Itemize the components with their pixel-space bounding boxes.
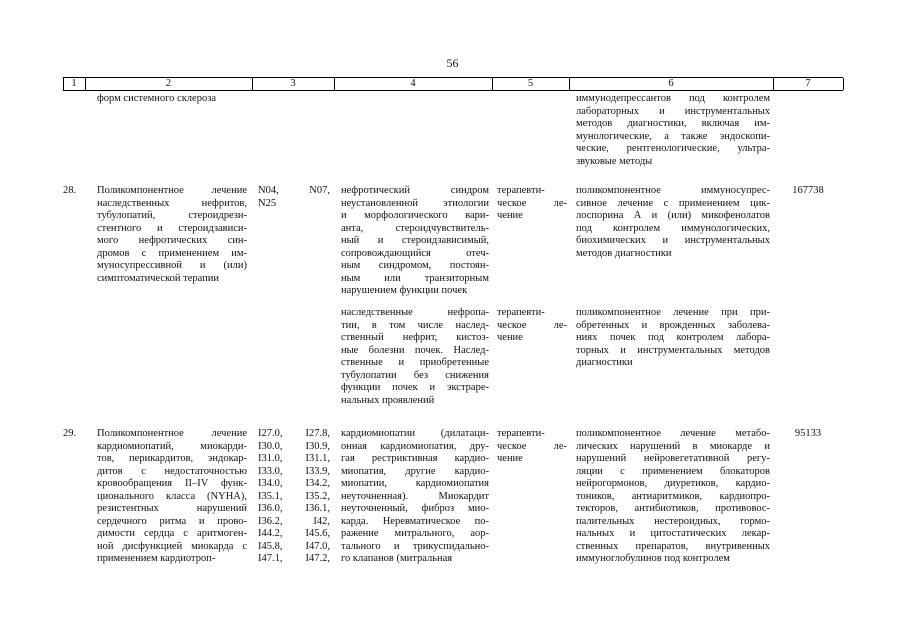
text-line: обретенных и врожденных заболева- xyxy=(576,319,770,331)
text-line: карда. Неревматическое по- xyxy=(341,515,489,527)
text-line: лоспорина А и (или) микофенолатов xyxy=(576,210,770,221)
row-treatment-type-2 xyxy=(497,307,567,345)
text-line: нарушений нейровегетативной регу- xyxy=(576,453,770,464)
text-line: кардиомиопатии (дилатаци- xyxy=(341,428,489,439)
text-line: сердечного ритма и прово- xyxy=(97,515,247,527)
text-line: нефротический синдром xyxy=(341,185,489,196)
text-line: сивное лечение с применением цик- xyxy=(576,197,770,209)
text-line: I36.2, xyxy=(258,515,283,527)
text-line: I34.0, xyxy=(258,478,283,489)
header-col-6: 6 xyxy=(668,78,674,89)
text-line: неустановленной этиологии xyxy=(341,197,489,209)
text-line: симптоматической терапии xyxy=(97,272,220,284)
text-line: сопровождающийся отеч- xyxy=(341,247,489,259)
text-line: тоников, антиаритмиков, кардиопро- xyxy=(576,490,770,502)
header-col-2: 2 xyxy=(165,78,172,89)
text-line: неуточненный, фиброз мио- xyxy=(341,503,489,514)
text-line: функции почек и экстраре- xyxy=(341,382,489,393)
text-line: тии, в том числе наслед- xyxy=(341,319,489,331)
header-col-7: 7 xyxy=(805,78,811,89)
continuation-col2 xyxy=(97,93,247,106)
text-line: мого нефротических син- xyxy=(97,235,247,246)
text-line: I33.0, xyxy=(258,465,283,477)
text-line: методов диагностики xyxy=(576,247,672,259)
text-line: N04, xyxy=(258,185,279,196)
text-line: миопатия, другие кардио- xyxy=(341,465,489,477)
text-line: терапевти- xyxy=(497,428,545,439)
text-line: тубулопатий, стероидрези- xyxy=(97,210,247,221)
text-line: ляции с применением блокаторов xyxy=(576,465,770,477)
page-number: 56 xyxy=(446,56,459,70)
text-line: муносупрессивной и (или) xyxy=(97,260,247,271)
row-number: 29. xyxy=(63,428,77,439)
text-line: анта, стероидчувствитель- xyxy=(341,222,489,234)
header-col-5: 5 xyxy=(527,78,534,89)
row-icd-codes-b xyxy=(294,185,330,198)
row-diagnosis-2 xyxy=(341,307,489,407)
text-line: тубулопатии без снижения xyxy=(341,369,489,381)
text-line: кровообращения II–IV функ- xyxy=(97,478,247,489)
row-icd-codes-b xyxy=(294,428,330,566)
text-line: ческие, рентгенологические, ультра- xyxy=(576,143,770,154)
text-line: поликомпонентное иммуносупрес- xyxy=(576,185,770,196)
text-line: ные болезни почек. Наслед- xyxy=(341,344,489,356)
text-line: димости сердца с аритмоген- xyxy=(97,528,247,539)
text-line: чение xyxy=(497,332,523,343)
text-line: I30.0, xyxy=(258,440,283,452)
text-line: I42, xyxy=(313,515,330,527)
text-line: терапевти- xyxy=(497,307,545,318)
text-line: и морфологического вари- xyxy=(341,210,489,221)
text-line: форм системного склероза xyxy=(97,93,217,104)
text-line: неуточненная). Миокардит xyxy=(341,490,489,502)
text-line: резистентных нарушений xyxy=(97,503,247,514)
row-icd-codes-a xyxy=(258,185,288,210)
text-line: терапевти- xyxy=(497,185,545,196)
text-line: онная кардиомиопатия, дру- xyxy=(341,440,489,452)
row-service-name xyxy=(97,185,247,285)
text-line: поликомпонентное лечение метабо- xyxy=(576,428,770,439)
text-line: I30.9, xyxy=(305,440,330,452)
text-line: стентного и стероидзависи- xyxy=(97,222,247,234)
text-line: биохимических и инструментальных xyxy=(576,235,770,246)
text-line: методов диагностики, включая им- xyxy=(576,118,770,129)
text-line: поликомпонентное лечение при при- xyxy=(576,307,770,318)
text-line: мунологические, а также эндоскопи- xyxy=(576,130,770,142)
text-line: лабораторных и инструментальных xyxy=(576,105,770,117)
text-line: нарушением функции почек xyxy=(341,285,468,296)
row-diagnosis-1 xyxy=(341,185,489,298)
text-line: I45.6, xyxy=(305,528,330,539)
header-col-1: 1 xyxy=(71,78,77,89)
text-line: ственных препаратов, внутривенных xyxy=(576,540,770,552)
text-line: иммунодепрессантов под контролем xyxy=(576,93,770,104)
text-line: I36.1, xyxy=(305,503,330,514)
text-line: лических нарушений в миокарде и xyxy=(576,440,770,452)
text-line: тального и трикуспидально- xyxy=(341,540,489,552)
text-line: N07, xyxy=(309,185,330,196)
text-line: гая рестриктивная кардио- xyxy=(341,453,489,464)
text-line: дитов с недостаточностью xyxy=(97,465,247,477)
text-line: нейрогормонов, диуретиков, кардио- xyxy=(576,478,770,489)
header-col-4: 4 xyxy=(410,78,416,89)
text-line: текторов, антибиотиков, противовос- xyxy=(576,503,770,514)
text-line: I47.0, xyxy=(305,540,330,552)
text-line: дромов с применением им- xyxy=(97,247,247,259)
row-number: 28. xyxy=(63,185,77,196)
text-line: нальных и цитостатических лекар- xyxy=(576,528,770,539)
text-line: иммуноглобулинов под контролем xyxy=(576,553,730,564)
row-diagnosis xyxy=(341,428,489,566)
text-line: наследственных нефритов, xyxy=(97,197,247,209)
text-line: ческое ле- xyxy=(497,440,567,452)
text-line: I31.0, xyxy=(258,453,283,464)
text-line: I35.2, xyxy=(305,490,330,502)
row-treatment-method-1 xyxy=(576,185,770,260)
header-bottom-rule xyxy=(63,90,843,91)
continuation-col6 xyxy=(576,93,770,168)
text-line: применением кардиотроп- xyxy=(97,553,216,564)
text-line: миопатии, кардиомиопатия xyxy=(341,478,489,489)
text-line: ный и стероидзависимый, xyxy=(341,235,489,246)
text-line: I36.0, xyxy=(258,503,283,514)
text-line: ражение митрального, аор- xyxy=(341,528,489,539)
text-line: Поликомпонентное лечение xyxy=(97,185,247,196)
text-line: ным или транзиторным xyxy=(341,272,489,284)
text-line: кардиомиопатий, миокарди- xyxy=(97,440,247,452)
text-line: торных и инструментальных методов xyxy=(576,344,770,356)
row-service-name xyxy=(97,428,247,566)
header-divider xyxy=(843,78,844,90)
text-line: ной дисфункцией миокарда с xyxy=(97,540,247,552)
text-line: тов, перикардитов, эндокар- xyxy=(97,453,247,464)
row-treatment-type-1 xyxy=(497,185,567,223)
text-line: под контролем иммунологических, xyxy=(576,222,770,234)
text-line: звуковые методы xyxy=(576,155,653,167)
header-col-3: 3 xyxy=(290,78,296,89)
row-norm-cost: 167738 xyxy=(792,185,824,196)
text-line: наследственные нефропа- xyxy=(341,307,489,318)
text-line: I45.8, xyxy=(258,540,283,552)
text-line: нальных проявлений xyxy=(341,394,435,406)
row-norm-cost: 95133 xyxy=(794,428,822,439)
text-line: чение xyxy=(497,453,523,464)
text-line: I47.1, xyxy=(258,553,283,564)
row-treatment-type xyxy=(497,428,567,466)
text-line: ческое ле- xyxy=(497,197,567,209)
text-line: диагностики xyxy=(576,357,633,368)
row-icd-codes-a xyxy=(258,428,288,566)
text-line: I33.9, xyxy=(305,465,330,477)
text-line: ционального класса (NYHA), xyxy=(97,490,247,502)
text-line: I47.2, xyxy=(305,553,330,564)
text-line: I44.2, xyxy=(258,528,283,539)
text-line: палительных нестероидных, гормо- xyxy=(576,515,770,527)
text-line: I31.1, xyxy=(305,453,330,464)
text-line: ным синдромом, постоян- xyxy=(341,260,489,271)
text-line: I34.2, xyxy=(305,478,330,489)
text-line: ственные и приобретенные xyxy=(341,357,489,368)
text-line: I35.1, xyxy=(258,490,283,502)
text-line: чение xyxy=(497,210,523,221)
text-line: ческое ле- xyxy=(497,319,567,331)
row-treatment-method-2 xyxy=(576,307,770,370)
text-line: N25 xyxy=(258,197,277,209)
text-line: I27.8, xyxy=(305,428,330,439)
text-line: ниях почек под контролем лабора- xyxy=(576,332,770,343)
text-line: го клапанов (митральная xyxy=(341,553,453,564)
text-line: I27.0, xyxy=(258,428,283,439)
text-line: Поликомпонентное лечение xyxy=(97,428,247,439)
text-line: ственный нефрит, кистоз- xyxy=(341,332,489,343)
row-treatment-method xyxy=(576,428,770,566)
